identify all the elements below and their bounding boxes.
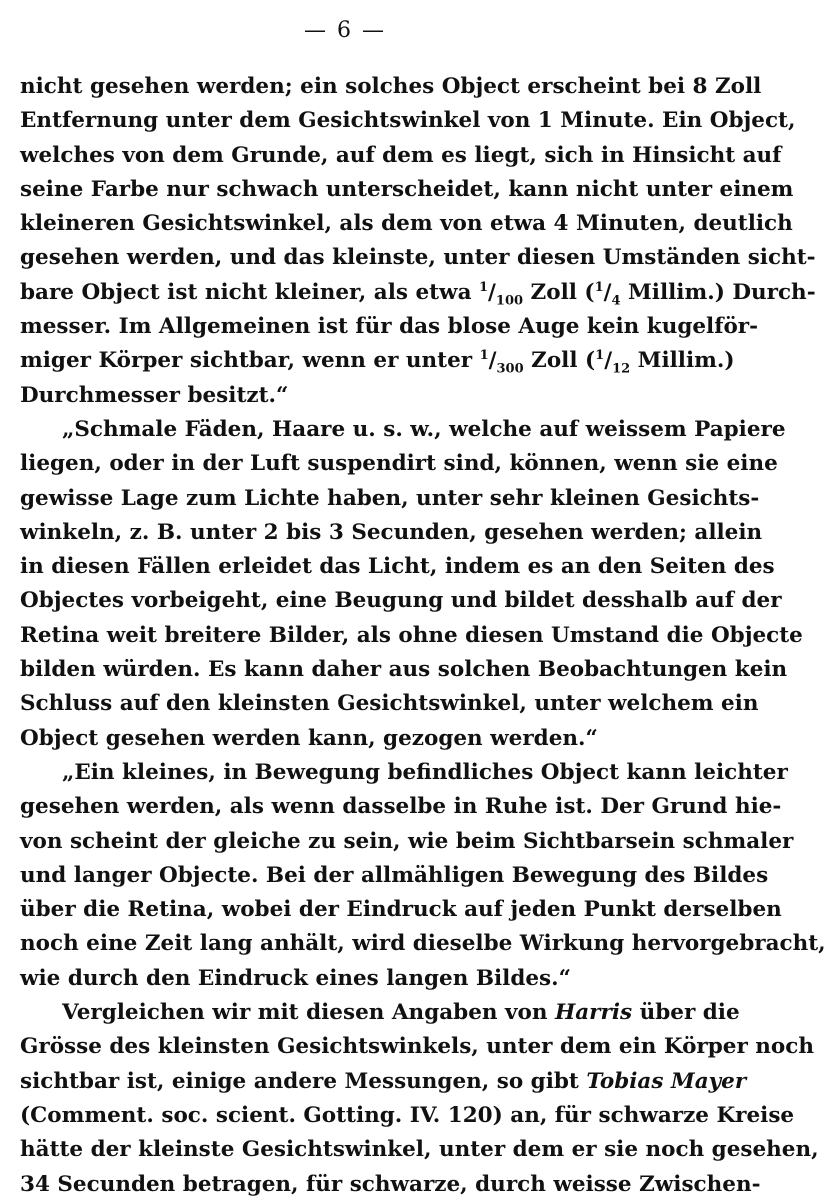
text-line: Object gesehen werden kann, gezogen werden.“ [20, 725, 598, 751]
paragraph-3 [20, 756, 826, 996]
fraction-denominator: 300 [496, 361, 524, 377]
text-line: Schluss auf den kleinsten Gesichtswinkel, unter welchem ein [20, 691, 759, 717]
text-line: liegen, oder in der Luft suspendirt sind, können, wenn sie eine [20, 451, 778, 477]
line-segment: über die [632, 1000, 740, 1026]
text-line: Retina weit breitere Bilder, als ohne diesen Umstand die Objecte [20, 622, 803, 648]
fraction-numerator: 1 [595, 348, 605, 364]
text-line-with-name [20, 1065, 747, 1099]
line-segment: sichtbar ist, einige andere Messungen, so gibt [20, 1068, 587, 1094]
text-line: „Schmale Fäden, Haare u. s. w., welche auf weissem Papiere [62, 416, 786, 442]
text-line-with-fractions: miger Körper sichtbar, wenn er unter $^1/_{300}$ Zoll ($^1/_{12}$ Millim.) [20, 348, 735, 377]
author-name: Harris [554, 1000, 633, 1026]
line-segment: Millim.) Durch- [620, 279, 816, 305]
text-line: wie durch den Eindruck eines langen Bildes.“ [20, 965, 572, 991]
text-line: bilden würden. Es kann daher aus solchen Beobachtungen kein [20, 657, 788, 683]
page-body [20, 70, 826, 1202]
line-segment: Zoll ( [523, 348, 596, 374]
text-line: Grösse des kleinsten Gesichtswinkels, unter dem ein Körper noch [20, 1034, 814, 1060]
author-name: Tobias Mayer [586, 1068, 747, 1094]
text-line: gesehen werden, als wenn dasselbe in Ruhe ist. Der Grund hie- [20, 794, 782, 820]
text-line: „Ein kleines, in Bewegung befindliches Object kann leichter [62, 759, 788, 785]
text-line: Entfernung unter dem Gesichtswinkel von 1 Minute. Ein Object, [20, 108, 796, 134]
text-line: (Comment. soc. scient. Gotting. IV. 120) an, für schwarze Kreise [20, 1102, 795, 1128]
fraction-denominator: 12 [612, 361, 631, 377]
text-line: über die Retina, wobei der Eindruck auf jeden Punkt derselben [20, 897, 782, 923]
text-line: winkeln, z. B. unter 2 bis 3 Secunden, gesehen werden; allein [20, 519, 763, 545]
fraction-numerator: 1 [479, 348, 489, 364]
text-line: gesehen werden, und das kleinste, unter diesen Umständen sicht- [20, 245, 816, 271]
line-segment: Millim.) [630, 348, 735, 374]
paragraph-2 [20, 413, 803, 756]
line-segment: Zoll ( [523, 279, 595, 305]
fraction-denominator: 4 [611, 293, 621, 309]
text-line: nicht gesehen werden; ein solches Object erscheint bei 8 Zoll [20, 74, 762, 99]
line-segment: miger Körper sichtbar, wenn er unter [20, 348, 480, 374]
paragraph-1 [20, 70, 816, 413]
fraction-numerator: 1 [479, 279, 489, 295]
text-line: Objectes vorbeigeht, eine Beugung und bildet desshalb auf der [20, 588, 782, 614]
fraction-denominator: 100 [495, 293, 524, 309]
text-line: hätte der kleinste Gesichtswinkel, unter dem er sie noch gesehen, [20, 1137, 819, 1163]
text-line: 34 Secunden betragen, für schwarze, durch weisse Zwischen- [20, 1171, 761, 1197]
text-line: kleineren Gesichtswinkel, als dem von etwa 4 Minuten, deutlich [20, 211, 793, 237]
line-segment: bare Object ist nicht kleiner, als etwa [20, 279, 479, 305]
text-line-with-name [20, 996, 740, 1030]
text-line: messer. Im Allgemeinen ist für das blose Auge kein kugelför- [20, 314, 759, 340]
text-line: seine Farbe nur schwach unterscheidet, kann nicht unter einem [20, 176, 794, 202]
text-line-with-fractions: bare Object ist nicht kleiner, als etwa $^1/_{100}$ Zoll ($^1/_4$ Millim.) Durch- [20, 279, 816, 309]
text-line: und langer Objecte. Bei der allmähligen Bewegung des Bildes [20, 862, 769, 888]
text-line: Durchmesser besitzt.“ [20, 382, 289, 408]
text-line: von scheint der gleiche zu sein, wie beim Sichtbarsein schmaler [20, 828, 794, 854]
text-line: welches von dem Grunde, auf dem es liegt, sich in Hinsicht auf [20, 142, 782, 168]
text-line: in diesen Fällen erleidet das Licht, indem es an den Seiten des [20, 554, 775, 580]
paragraph-4 [20, 996, 819, 1202]
page-number: — 6 — [304, 18, 386, 43]
line-segment: Vergleichen wir mit diesen Angaben von [62, 1000, 555, 1026]
text-line: noch eine Zeit lang anhält, wird dieselbe Wirkung hervorgebracht, [20, 931, 826, 957]
text-line: gewisse Lage zum Lichte haben, unter sehr kleinen Gesichts- [20, 485, 760, 511]
fraction-numerator: 1 [594, 279, 604, 295]
